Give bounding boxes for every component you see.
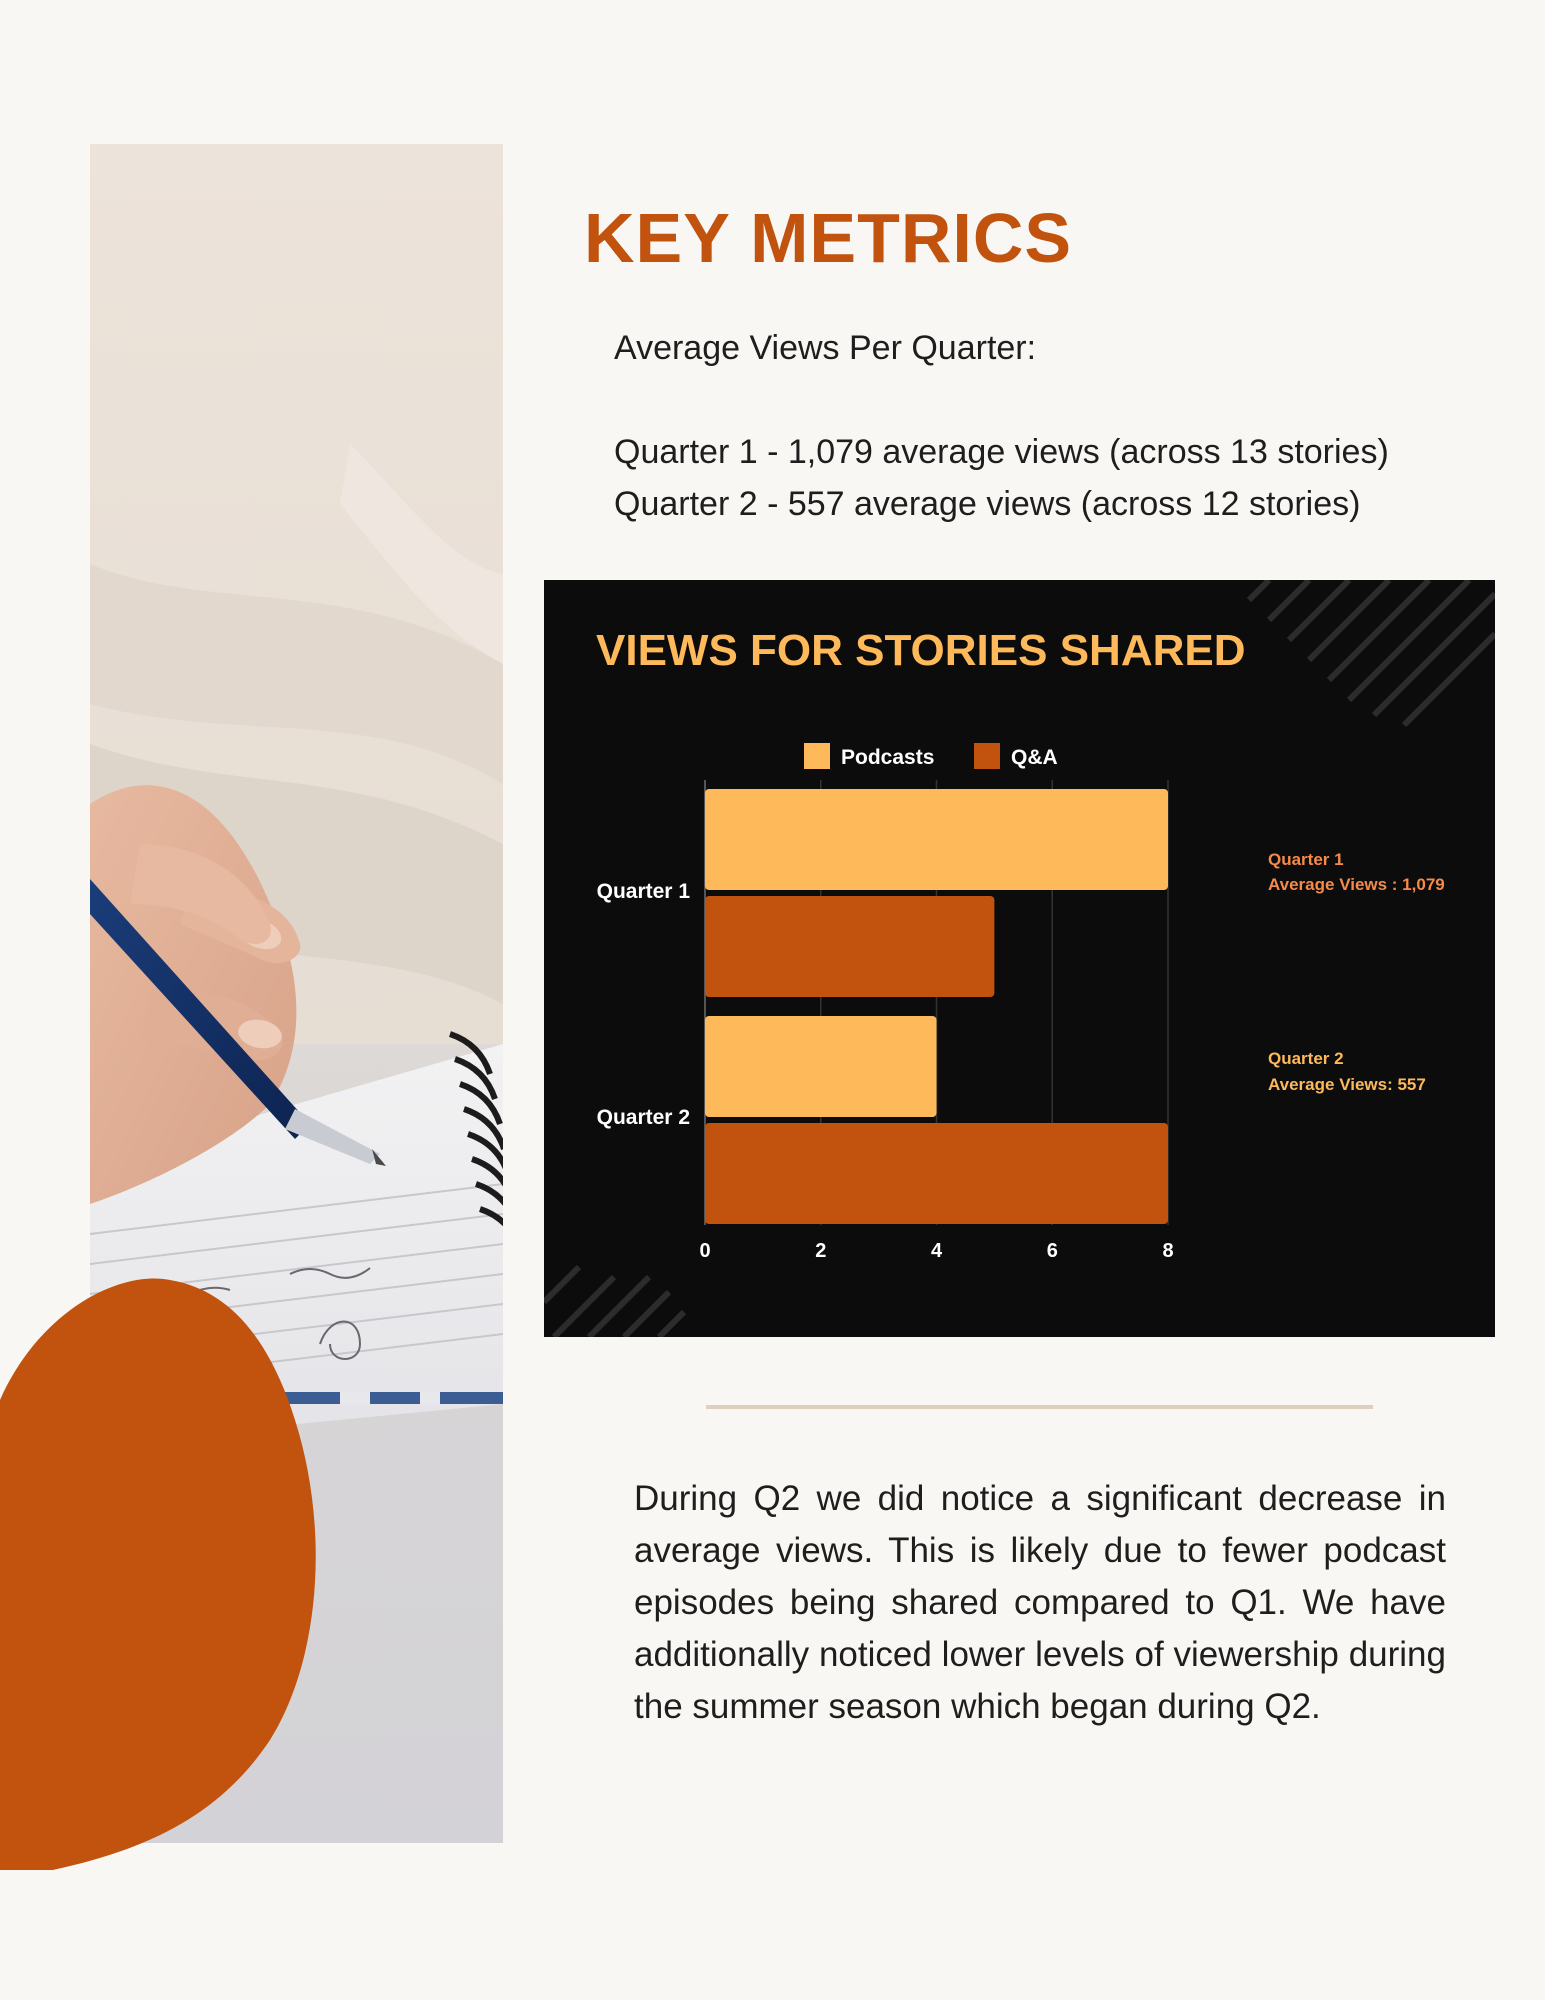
xtick-label: 2: [815, 1240, 827, 1262]
summary-paragraph: During Q2 we did notice a significant decrease in average views. This is likely due to fewer podcast episodes being shared compared to Q1. We have additionally noticed lower levels of viewership during the summer season which began during Q2.: [634, 1479, 1446, 1726]
legend-label-podcasts: Podcasts: [841, 746, 935, 769]
annotation-q2-text: Average Views: 557: [1268, 1075, 1426, 1094]
category-label-q2: Quarter 2: [596, 1106, 690, 1129]
xtick-label: 0: [699, 1240, 711, 1262]
chart-legend: [804, 743, 1058, 769]
metrics-heading: Average Views Per Quarter:: [614, 329, 1037, 367]
annotation-q1-title: Quarter 1: [1268, 850, 1344, 869]
legend-swatch-podcasts: [804, 743, 830, 769]
metrics-q1: Quarter 1 - 1,079 average views (across 13 stories): [614, 433, 1389, 471]
chart-title: VIEWS FOR STORIES SHARED: [596, 626, 1246, 675]
xtick-label: 6: [1046, 1240, 1058, 1262]
bar-qa-q2: [705, 1123, 1168, 1224]
xtick-label: 4: [930, 1240, 943, 1262]
page-title: KEY METRICS: [584, 199, 1073, 277]
metrics-text: [614, 322, 1434, 530]
chart-xticks: [699, 1240, 1173, 1262]
legend-label-qa: Q&A: [1011, 746, 1058, 769]
legend-swatch-qa: [974, 743, 1000, 769]
annotation-q1-text: Average Views : 1,079: [1268, 875, 1445, 894]
bar-chart: [544, 580, 1495, 1337]
bar-qa-q1: [705, 896, 994, 997]
orange-blob-shape: [0, 1270, 320, 1870]
annotation-q2-title: Quarter 2: [1268, 1049, 1344, 1068]
chart-card: [544, 580, 1495, 1337]
section-divider: [706, 1405, 1373, 1409]
category-label-q1: Quarter 1: [596, 880, 690, 903]
bar-podcasts-q1: [705, 789, 1168, 890]
metrics-q2: Quarter 2 - 557 average views (across 12 stories): [614, 485, 1361, 523]
bar-podcasts-q2: [705, 1016, 937, 1117]
xtick-label: 8: [1162, 1240, 1174, 1262]
